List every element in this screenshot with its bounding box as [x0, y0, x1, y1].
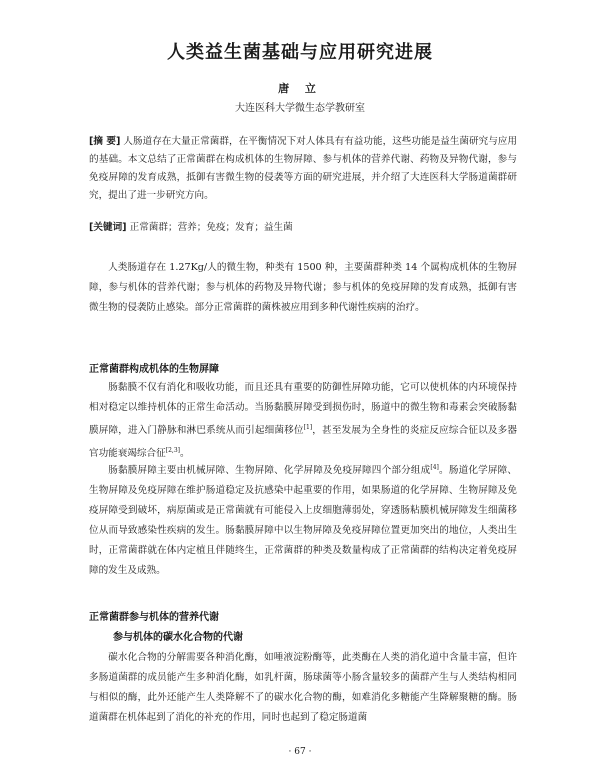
keywords-tag: [关键词] — [89, 222, 127, 233]
citation-4[interactable]: [4] — [430, 464, 439, 471]
section1-p2-b: 。肠道化学屏障、生物屏障及免疫屏障在维护肠道稳定及抗感染中起重要的作用，如果肠道的化学屏障、生物屏障及免疫屏障受到破坏，病原菌或是正常菌就有可能侵入上皮细胞薄弱处，穿透肠粘膜机械屏障发生细菌移位从而导致感染性疾病的发生。肠黏膜屏障中以生物屏障及免疫屏障位置更加突出的地位，人类出生时，正常菌群就在体内定植且伴随终生，正常菌群的种类及数量构成了正常菌群的结构决定着免疫屏障的发生及成熟。 — [89, 465, 518, 577]
subheading-carbohydrate: 参与机体的碳水化合物的代谢 — [113, 632, 243, 643]
abstract-tag: [摘 要] — [89, 136, 121, 147]
abstract — [89, 133, 517, 205]
keywords — [89, 219, 517, 237]
section1-p1-a: 肠黏膜不仅有消化和吸收功能，而且还具有重要的防御性屏障功能，它可以使机体的内环境保持相对稳定以维持机体的正常生命活动。当肠黏膜屏障受到损伤时，肠道中的微生物和毒素会突破肠黏膜屏障，进入门静脉和淋巴系统从而引起细菌移位 — [89, 382, 517, 437]
section-heading-biological-barrier: 正常菌群构成机体的生物屏障 — [89, 364, 219, 375]
citation-2-3[interactable]: [2,3] — [165, 447, 180, 455]
abstract-text: 人肠道存在大量正常菌群，在平衡情况下对人体具有有益功能，这些功能是益生菌研究与应用的基础。本文总结了正常菌群在构成机体的生物屏障、参与机体的营养代谢、药物及异物代谢，参与免疫屏障的发育成熟，抵御有害微生物的侵袭等方面的研究进展，并介绍了大连医科大学肠道菌群研究，提出了进一步研究方向。 — [89, 136, 517, 201]
section1-p1-c: 。 — [179, 448, 190, 460]
intro-paragraph: 人类肠道存在 1.27Kg/人的微生物，种类有 1500 种，主要菌群种类 14 个属构成机体的生物屏障，参与机体的营养代谢；参与机体的药物及异物代谢；参与机体的免疫屏障的发育成熟，抵御有害微生物的侵袭防止感染。部分正常菌群的菌株被应用到多种代谢性疾病的治疗。 — [89, 262, 517, 313]
keywords-text: 正常菌群；营养；免疫；发育；益生菌 — [129, 222, 293, 233]
section1-p2-a: 肠黏膜屏障主要由机械屏障、生物屏障、化学屏障及免疫屏障四个部分组成 — [108, 465, 431, 477]
citation-1[interactable]: [1] — [303, 424, 313, 431]
section1-p1-b: ，甚至发展为全身性的炎症反应综合征以及多器官功能衰竭综合征 — [89, 425, 518, 460]
author: 唐 立 — [278, 82, 322, 95]
affiliation: 大连医科大学微生态学教研室 — [235, 103, 365, 114]
page-number: · 67 · — [288, 747, 312, 757]
section1-paragraph-2 — [89, 458, 517, 581]
paper-title: 人类益生菌基础与应用研究进展 — [167, 42, 433, 63]
section-heading-nutrition: 正常菌群参与机体的营养代谢 — [89, 612, 219, 623]
section2-paragraph-1: 碳水化合物的分解需要各种消化酶，如唾液淀粉酶等，此类酶在人类的消化道中含量丰富，但许多肠道菌群的成员能产生多种消化酶，如乳杆菌，肠球菌等小肠含量较多的菌群产生与人类结构相同与相似的酶，此外还能产生人类降解不了的碳水化合物的酶，如难消化多糖能产生降解聚糖的酶。肠道菌群在机体起到了消化的补充的作用，同时也起到了稳定肠道菌 — [89, 652, 517, 723]
section1-paragraph-1 — [89, 378, 517, 464]
